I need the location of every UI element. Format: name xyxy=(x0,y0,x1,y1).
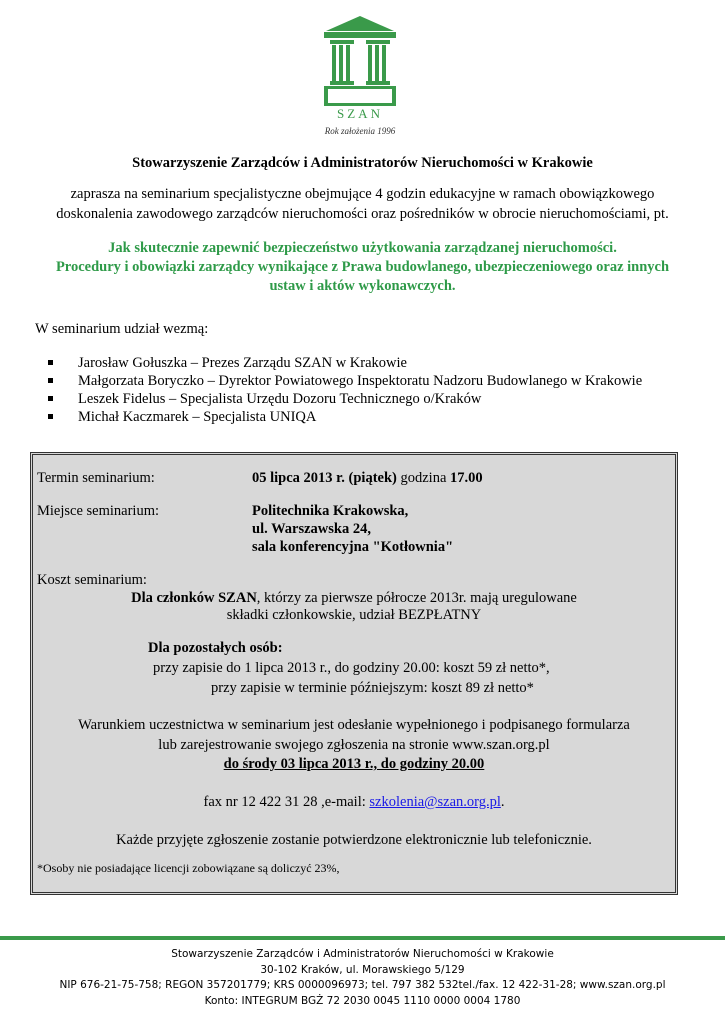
contact-suffix: . xyxy=(500,794,505,810)
place-label: Miejsce seminarium: xyxy=(37,503,160,519)
footer xyxy=(0,947,725,1009)
szan-logo xyxy=(310,14,410,136)
footnote: *Osoby nie posiadające licencji zobowiązane są doliczyć 23%, xyxy=(37,861,340,875)
cost-label: Koszt seminarium: xyxy=(37,572,147,588)
email-link[interactable]: szkolenia@szan.org.pl xyxy=(369,794,501,810)
footer-line-1: Stowarzyszenie Zarządców i Administratorów Nieruchomości w Krakowie xyxy=(171,948,554,960)
bullet-icon xyxy=(48,396,53,401)
list-item xyxy=(48,408,642,426)
footer-line-3: NIP 676-21-75-758; REGON 357201779; KRS 0000096973; tel. 797 382 532tel./fax. 12 422-31-28; www.szan.org.pl xyxy=(59,979,666,991)
bullet-icon xyxy=(48,360,53,365)
topic-line-2: Procedury i obowiązki zarządcy wynikające z Prawa budowlanego, ubezpieczeniowego oraz innych xyxy=(55,259,670,275)
term-value xyxy=(252,470,483,487)
building-columns-icon xyxy=(322,14,398,106)
term-hour-label: godzina xyxy=(396,470,451,486)
term-date: 05 lipca 2013 r. (piątek) xyxy=(252,470,397,486)
participant-name: Jarosław Gołuszka – Prezes Zarządu SZAN w Krakowie xyxy=(78,355,407,371)
others-cost-line-2: przy zapisie w terminie późniejszym: koszt 89 zł netto* xyxy=(211,680,534,696)
condition-line-2: lub zarejestrowanie swojego zgłoszenia na stronie www.szan.org.pl xyxy=(158,737,550,753)
list-item xyxy=(48,354,642,372)
members-cost-line-2: składki członkowskie, udział BEZPŁATNY xyxy=(226,607,482,623)
participant-name: Małgorzata Boryczko – Dyrektor Powiatowego Inspektoratu Nadzoru Budowlanego w Krakowie xyxy=(78,373,643,389)
footer-divider xyxy=(0,936,725,940)
footer-line-2: 30-102 Kraków, ul. Morawskiego 5/129 xyxy=(260,963,465,976)
bullet-icon xyxy=(48,378,53,383)
registration-deadline xyxy=(33,756,675,773)
term-hour: 17.00 xyxy=(450,470,483,486)
seminar-details-box xyxy=(30,452,678,895)
others-cost-line-1: przy zapisie do 1 lipca 2013 r., do godziny 20.00: koszt 59 zł netto*, xyxy=(153,660,550,676)
place-line-2: ul. Warszawska 24, xyxy=(252,521,371,537)
participant-name: Leszek Fidelus – Specjalista Urzędu Dozoru Technicznego o/Kraków xyxy=(78,391,482,407)
members-rest: , którzy za pierwsze półrocze 2013r. mają uregulowane xyxy=(256,590,577,606)
confirmation-text: Każde przyjęte zgłoszenie zostanie potwierdzone elektronicznie lub telefonicznie. xyxy=(116,832,592,848)
invitation-line-1: zaprasza na seminarium specjalistyczne obejmujące 4 godzin edukacyjne w ramach obowiązkowego xyxy=(70,186,655,202)
invitation-line-2: doskonalenia zawodowego zarządców nieruchomości oraz pośredników w obrocie nieruchomościami, pt. xyxy=(56,206,669,222)
participants-list xyxy=(48,354,642,426)
others-heading: Dla pozostałych osób: xyxy=(148,640,283,656)
invitation-text xyxy=(40,184,685,224)
list-item xyxy=(48,372,642,390)
place-line-1: Politechnika Krakowska, xyxy=(252,503,409,519)
deadline-text: do środy 03 lipca 2013 r., do godziny 20.00 xyxy=(223,756,485,772)
term-label: Termin seminarium: xyxy=(37,470,155,486)
bullet-icon xyxy=(48,414,53,419)
members-bold: Dla członków SZAN xyxy=(131,590,257,606)
footer-line-4: Konto: INTEGRUM BGŻ 72 2030 0045 1110 0000 0004 1780 xyxy=(204,994,521,1007)
logo-name: SZAN xyxy=(337,106,383,121)
contact-line xyxy=(33,794,675,811)
logo-founded-year: Rok założenia 1996 xyxy=(324,126,396,136)
list-item xyxy=(48,390,642,408)
place-line-3: sala konferencyjna "Kotłownia" xyxy=(252,539,454,555)
participant-name: Michał Kaczmarek – Specjalista UNIQA xyxy=(78,409,317,425)
condition-line-1: Warunkiem uczestnictwa w seminarium jest odesłanie wypełnionego i podpisanego formularza xyxy=(78,717,630,733)
topic-line-1: Jak skutecznie zapewnić bezpieczeństwo użytkowania zarządzanej nieruchomości. xyxy=(108,240,617,256)
seminar-topic xyxy=(30,239,695,296)
members-cost-line-1 xyxy=(33,590,675,607)
contact-prefix: fax nr 12 422 31 28 ,e-mail: xyxy=(203,794,370,810)
topic-line-3: ustaw i aktów wykonawczych. xyxy=(269,278,456,294)
participants-heading: W seminarium udział wezmą: xyxy=(35,321,209,337)
organization-title: Stowarzyszenie Zarządców i Administratorów Nieruchomości w Krakowie xyxy=(132,155,593,171)
